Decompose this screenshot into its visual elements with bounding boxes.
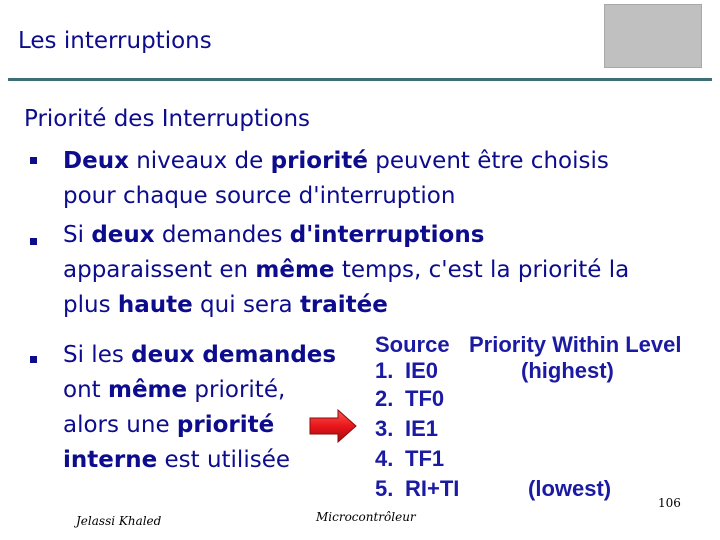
body-text: demandes (154, 222, 290, 248)
bullet-line (63, 288, 629, 323)
body-text: est utilisée (157, 447, 290, 473)
emphasis-text: deux demandes (131, 342, 337, 368)
bullet-line (63, 408, 336, 443)
priority-source: TF0 (405, 386, 445, 411)
body-text: ont (63, 377, 108, 403)
bullet-line (63, 218, 629, 253)
priority-level-header: Priority Within Level (469, 332, 682, 357)
bullet-1-text (63, 144, 609, 214)
bullet-3-text (63, 338, 336, 478)
corner-decoration (604, 4, 702, 68)
priority-source: TF1 (405, 446, 445, 471)
body-text: qui sera (192, 292, 300, 318)
emphasis-text: même (255, 257, 335, 283)
priority-number: 1. (375, 358, 394, 383)
priority-note: (highest) (521, 358, 614, 383)
emphasis-text: deux (91, 222, 155, 248)
body-text: Si les (63, 342, 132, 368)
priority-source: IE1 (405, 416, 439, 441)
footer-author: Jelassi Khaled (76, 514, 162, 528)
body-text: niveaux de (128, 148, 271, 174)
emphasis-text: priorité (270, 148, 368, 174)
emphasis-text: traitée (299, 292, 388, 318)
priority-number: 3. (375, 416, 394, 441)
priority-number: 5. (375, 476, 394, 501)
bullet-2-text (63, 218, 629, 323)
priority-source: RI+TI (405, 476, 460, 501)
bullet-line (63, 443, 336, 478)
emphasis-text: interne (63, 447, 158, 473)
priority-number: 2. (375, 386, 394, 411)
body-text: apparaissent en (63, 257, 256, 283)
bullet-marker-icon (30, 356, 37, 363)
bullet-line (63, 338, 336, 373)
body-text: peuvent être choisis (367, 148, 609, 174)
emphasis-text: priorité (176, 412, 275, 438)
bullet-line (63, 253, 629, 288)
bullet-line (63, 144, 609, 179)
emphasis-text: même (107, 377, 188, 403)
emphasis-text: d'interruptions (289, 222, 485, 248)
right-arrow-icon (308, 408, 358, 444)
body-text: plus (63, 292, 118, 318)
priority-source-header: Source (375, 332, 450, 357)
slide-header-title: Les interruptions (18, 28, 212, 54)
priority-number: 4. (375, 446, 394, 471)
priority-note: (lowest) (528, 476, 612, 501)
emphasis-text: Deux (63, 148, 129, 174)
bullet-line (63, 373, 336, 408)
body-text: temps, c'est la priorité la (334, 257, 630, 283)
section-title: Priorité des Interruptions (24, 106, 311, 132)
body-text: priorité, (187, 377, 286, 403)
priority-source: IE0 (405, 358, 439, 383)
page-number: 106 (658, 496, 681, 510)
emphasis-text: haute (117, 292, 193, 318)
footer-subject: Microcontrôleur (316, 510, 416, 524)
bullet-line (63, 179, 609, 214)
bullet-marker-icon (30, 238, 37, 245)
body-text: Si (63, 222, 92, 248)
header-divider (8, 78, 712, 81)
bullet-marker-icon (30, 157, 37, 164)
body-text: alors une (63, 412, 177, 438)
body-text: pour chaque source d'interruption (63, 183, 456, 209)
